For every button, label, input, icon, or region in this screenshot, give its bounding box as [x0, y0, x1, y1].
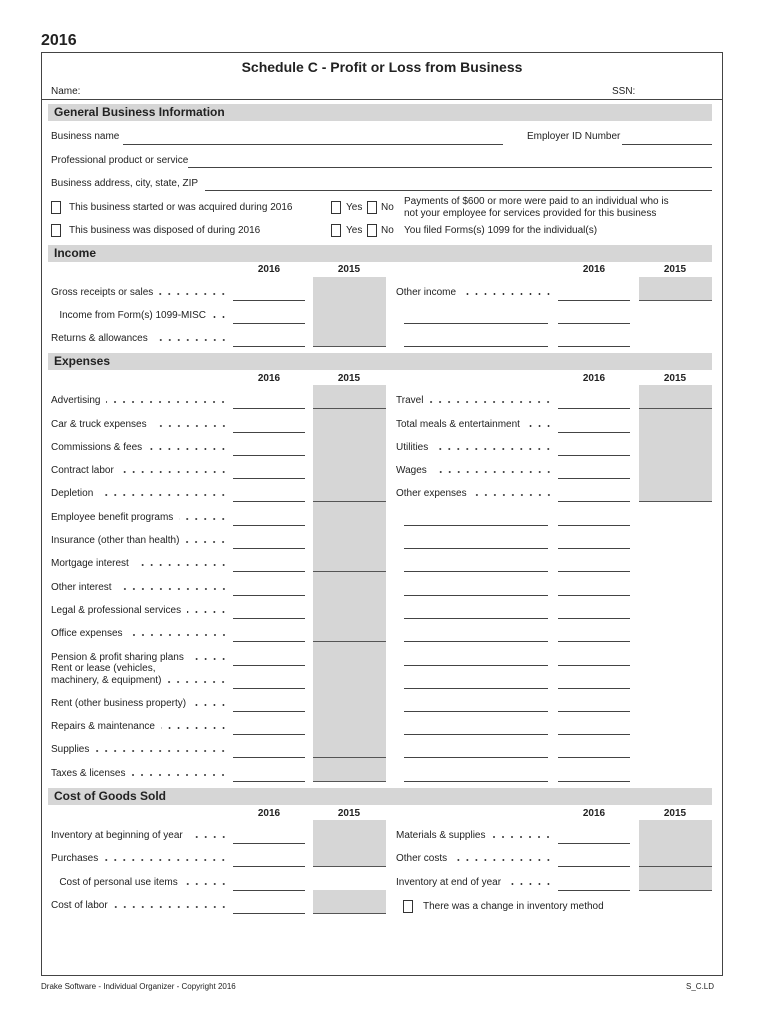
amount-2016-field[interactable]: [233, 432, 305, 433]
section-cogs: Cost of Goods Sold: [48, 788, 712, 805]
amount-2016-field[interactable]: [233, 890, 305, 891]
description-field[interactable]: [404, 346, 548, 347]
amount-2016-field[interactable]: [558, 478, 630, 479]
dot-leader: [192, 703, 228, 707]
row-label: [51, 558, 228, 570]
filed-1099-text: You filed Forms(s) 1099 for the individual(s): [404, 225, 598, 236]
description-field[interactable]: [404, 618, 548, 619]
column-header-2016: 2016: [257, 808, 281, 819]
row-label: [51, 395, 228, 407]
no-label: No: [381, 202, 394, 213]
amount-2016-field[interactable]: [558, 843, 630, 844]
row-label: [396, 465, 553, 477]
dot-leader: [473, 493, 553, 497]
row-label-text: Advertising: [51, 395, 101, 406]
dot-leader: [104, 858, 228, 862]
row-label: [51, 442, 228, 454]
business-name-field[interactable]: [123, 144, 503, 145]
amount-2015-field[interactable]: [313, 642, 386, 666]
dot-leader: [154, 338, 228, 342]
dot-leader: [179, 517, 228, 521]
row-label: [396, 877, 553, 889]
column-header-2015: 2015: [663, 373, 687, 384]
amount-2016-field[interactable]: [558, 734, 630, 735]
amount-2016-field[interactable]: [233, 408, 305, 409]
amount-2015-field[interactable]: [313, 618, 386, 642]
row-label-text: Insurance (other than health): [51, 535, 180, 546]
amount-2016-field[interactable]: [233, 641, 305, 642]
disposed-checkbox[interactable]: [51, 224, 61, 237]
amount-2016-field[interactable]: [233, 757, 305, 758]
amount-2015-field[interactable]: [639, 385, 712, 409]
dot-leader: [433, 470, 553, 474]
row-label-text: Utilities: [396, 442, 429, 453]
employer-id-label: Employer ID Number: [527, 131, 621, 142]
amount-2015-field[interactable]: [313, 432, 386, 456]
amount-2015-field[interactable]: [639, 867, 712, 891]
dot-leader: [148, 447, 228, 451]
row-label: [51, 465, 228, 477]
payments-yes-checkbox[interactable]: [331, 201, 341, 214]
row-label: [51, 628, 228, 640]
amount-2015-field[interactable]: [313, 300, 386, 324]
column-header-2016: 2016: [582, 373, 606, 384]
row-label-text: Repairs & maintenance: [51, 721, 155, 732]
row-label-text: Employee benefit programs: [51, 512, 174, 523]
row-label: [51, 663, 228, 687]
amount-2015-field[interactable]: [313, 711, 386, 735]
amount-2016-field[interactable]: [233, 346, 305, 347]
column-header-2016: 2016: [257, 264, 281, 275]
row-label-text: Legal & professional services: [51, 605, 182, 616]
amount-2016-field[interactable]: [233, 618, 305, 619]
disposed-label: This business was disposed of during 2016: [69, 225, 261, 236]
row-label: [51, 853, 228, 865]
row-label: [396, 830, 553, 842]
amount-2016-field[interactable]: [558, 890, 630, 891]
business-name-label: Business name: [51, 131, 120, 142]
started-checkbox[interactable]: [51, 201, 61, 214]
dot-leader: [106, 400, 228, 404]
row-label: [51, 744, 228, 756]
row-label-text: Cost of labor: [51, 900, 108, 911]
amount-2016-field[interactable]: [233, 665, 305, 666]
dot-leader: [118, 587, 228, 591]
description-field[interactable]: [404, 734, 548, 735]
description-field[interactable]: [404, 781, 548, 782]
amount-2016-field[interactable]: [558, 665, 630, 666]
row-label: [51, 877, 228, 889]
amount-2015-field[interactable]: [313, 385, 386, 409]
row-label-text: Contract labor: [51, 465, 114, 476]
dot-leader: [187, 610, 228, 614]
row-label-text: Other expenses: [396, 488, 467, 499]
dot-leader: [434, 447, 553, 451]
amount-2016-field[interactable]: [233, 595, 305, 596]
description-field[interactable]: [404, 641, 548, 642]
row-label-text: Other costs: [396, 853, 448, 864]
row-label: [51, 333, 228, 345]
dot-leader: [491, 835, 553, 839]
description-field[interactable]: [404, 665, 548, 666]
amount-2016-field[interactable]: [558, 346, 630, 347]
amount-2016-field[interactable]: [558, 300, 630, 301]
amount-2016-field[interactable]: [558, 455, 630, 456]
dot-leader: [184, 882, 228, 886]
footer-form-code: S_C.LD: [686, 982, 715, 991]
row-label-text: Rent (other business property): [51, 698, 187, 709]
started-label: This business started or was acquired during 2016: [69, 202, 293, 213]
inventory-change-checkbox[interactable]: [403, 900, 413, 913]
row-label: [51, 698, 228, 710]
ssn-label: SSN:: [612, 86, 636, 97]
amount-2015-field[interactable]: [639, 843, 712, 867]
payments-text: Payments of $600 or more were paid to an individual who is: [404, 196, 669, 207]
amount-2016-field[interactable]: [558, 757, 630, 758]
row-label-text: Travel: [396, 395, 424, 406]
amount-2015-field[interactable]: [313, 277, 386, 301]
dot-leader: [167, 680, 228, 684]
row-label: [396, 287, 553, 299]
amount-2016-field[interactable]: [233, 913, 305, 914]
dot-leader: [429, 400, 553, 404]
dot-leader: [120, 470, 228, 474]
amount-2016-field[interactable]: [558, 571, 630, 572]
amount-2016-field[interactable]: [233, 781, 305, 782]
row-label-text: Purchases: [51, 853, 99, 864]
row-label: [51, 488, 228, 500]
row-label-text: Car & truck expenses: [51, 419, 147, 430]
row-label: [396, 395, 553, 407]
row-label-text: Materials & supplies: [396, 830, 486, 841]
amount-2015-field[interactable]: [313, 820, 386, 844]
address-label: Business address, city, state, ZIP: [51, 178, 199, 189]
dot-leader: [462, 292, 553, 296]
amount-2016-field[interactable]: [233, 501, 305, 502]
amount-2015-field[interactable]: [313, 572, 386, 596]
amount-2016-field[interactable]: [558, 618, 630, 619]
amount-2016-field[interactable]: [233, 323, 305, 324]
amount-2016-field[interactable]: [558, 595, 630, 596]
amount-2016-field[interactable]: [233, 843, 305, 844]
amount-2016-field[interactable]: [558, 548, 630, 549]
amount-2016-field[interactable]: [558, 501, 630, 502]
amount-2016-field[interactable]: [233, 525, 305, 526]
row-label-text: Wages: [396, 465, 427, 476]
row-label: [396, 442, 553, 454]
description-field[interactable]: [404, 323, 548, 324]
amount-2016-field[interactable]: [558, 866, 630, 867]
amount-2016-field[interactable]: [558, 781, 630, 782]
row-label-text: Pension & profit sharing plans: [51, 652, 184, 663]
form-year: 2016: [41, 32, 77, 49]
amount-2016-field[interactable]: [233, 548, 305, 549]
amount-2016-field[interactable]: [233, 571, 305, 572]
row-label-text: Total meals & entertainment: [396, 419, 520, 430]
dot-leader: [153, 424, 228, 428]
row-label: [51, 830, 228, 842]
row-label: [51, 287, 228, 299]
column-header-2015: 2015: [337, 373, 361, 384]
amount-2015-field[interactable]: [639, 478, 712, 502]
row-label-text: Commissions & fees: [51, 442, 143, 453]
amount-2016-field[interactable]: [558, 711, 630, 712]
row-label: [396, 853, 553, 865]
description-field[interactable]: [404, 757, 548, 758]
yes-label: Yes: [346, 225, 363, 236]
employer-id-field[interactable]: [622, 144, 712, 145]
column-header-2015: 2015: [337, 264, 361, 275]
row-label: [51, 605, 228, 617]
amount-2016-field[interactable]: [558, 432, 630, 433]
dot-leader: [95, 749, 228, 753]
amount-2016-field[interactable]: [233, 688, 305, 689]
amount-2015-field[interactable]: [313, 478, 386, 502]
amount-2015-field[interactable]: [639, 409, 712, 433]
row-label-text: Gross receipts or sales: [51, 287, 154, 298]
amount-2015-field[interactable]: [639, 820, 712, 844]
column-header-2015: 2015: [663, 808, 687, 819]
row-label-text: Office expenses: [51, 628, 123, 639]
amount-2015-field[interactable]: [639, 432, 712, 456]
amount-2016-field[interactable]: [558, 323, 630, 324]
row-label-text: Mortgage interest: [51, 558, 129, 569]
section-general: General Business Information: [48, 104, 712, 121]
amount-2016-field[interactable]: [233, 866, 305, 867]
product-field[interactable]: [188, 167, 712, 168]
dot-leader: [453, 858, 553, 862]
dot-leader: [212, 315, 228, 319]
description-field[interactable]: [404, 548, 548, 549]
row-label: [51, 419, 228, 431]
description-field[interactable]: [404, 525, 548, 526]
dot-leader: [99, 493, 228, 497]
amount-2015-field[interactable]: [313, 595, 386, 619]
row-label: [396, 419, 553, 431]
amount-2015-field[interactable]: [313, 665, 386, 689]
column-header-2016: 2016: [257, 373, 281, 384]
address-field[interactable]: [205, 190, 712, 191]
payments-text-2: not your employee for services provided for this business: [404, 208, 657, 219]
description-field[interactable]: [404, 688, 548, 689]
row-label-text: Income from Form(s) 1099-MISC: [51, 310, 207, 321]
inventory-change-label: There was a change in inventory method: [423, 901, 604, 912]
dot-leader: [190, 657, 228, 661]
amount-2015-field[interactable]: [313, 688, 386, 712]
row-label: [51, 582, 228, 594]
row-label-text: Taxes & licenses: [51, 768, 126, 779]
no-label: No: [381, 225, 394, 236]
amount-2016-field[interactable]: [233, 734, 305, 735]
amount-2016-field[interactable]: [558, 408, 630, 409]
dot-leader: [507, 882, 553, 886]
description-field[interactable]: [404, 711, 548, 712]
row-label: [51, 900, 228, 912]
amount-2015-field[interactable]: [313, 734, 386, 758]
amount-2015-field[interactable]: [313, 323, 386, 347]
yes-label: Yes: [346, 202, 363, 213]
section-income: Income: [48, 245, 712, 262]
footer-copyright: Drake Software - Individual Organizer - Copyright 2016: [41, 982, 236, 991]
column-header-2016: 2016: [582, 808, 606, 819]
amount-2016-field[interactable]: [558, 688, 630, 689]
row-label-text: Other income: [396, 287, 457, 298]
page-title: Schedule C - Profit or Loss from Business: [241, 59, 523, 75]
dot-leader: [159, 292, 228, 296]
amount-2015-field[interactable]: [313, 525, 386, 549]
amount-2015-field[interactable]: [639, 455, 712, 479]
row-label-text: Returns & allowances: [51, 333, 148, 344]
row-label-text: Other interest: [51, 582, 112, 593]
column-header-2015: 2015: [337, 808, 361, 819]
column-header-2016: 2016: [582, 264, 606, 275]
dot-leader: [129, 633, 228, 637]
filed-no-checkbox[interactable]: [367, 224, 377, 237]
dot-leader: [161, 726, 228, 730]
amount-2016-field[interactable]: [233, 711, 305, 712]
dot-leader: [526, 424, 553, 428]
amount-2016-field[interactable]: [558, 525, 630, 526]
row-label-text: Rent or lease (vehicles, machinery, & equipment): [51, 663, 162, 686]
amount-2015-field[interactable]: [313, 409, 386, 433]
row-label: [396, 488, 553, 500]
payments-no-checkbox[interactable]: [367, 201, 377, 214]
amount-2015-field[interactable]: [313, 843, 386, 867]
amount-2015-field[interactable]: [313, 548, 386, 572]
amount-2015-field[interactable]: [313, 890, 386, 914]
dot-leader: [185, 540, 228, 544]
row-label: [51, 535, 228, 547]
amount-2016-field[interactable]: [233, 478, 305, 479]
row-label: [51, 721, 228, 733]
dot-leader: [131, 773, 228, 777]
row-label-text: Cost of personal use items: [51, 877, 178, 888]
row-label: [51, 768, 228, 780]
divider: [41, 99, 723, 100]
name-label: Name:: [51, 86, 81, 97]
description-field[interactable]: [404, 571, 548, 572]
column-header-2015: 2015: [663, 264, 687, 275]
amount-2015-field[interactable]: [313, 502, 386, 526]
row-label-text: Supplies: [51, 744, 90, 755]
amount-2016-field[interactable]: [233, 455, 305, 456]
amount-2016-field[interactable]: [233, 300, 305, 301]
dot-leader: [114, 905, 228, 909]
amount-2016-field[interactable]: [558, 641, 630, 642]
amount-2015-field[interactable]: [313, 455, 386, 479]
row-label-text: Inventory at beginning of year: [51, 830, 183, 841]
product-label: Professional product or service: [51, 155, 189, 166]
row-label-text: Inventory at end of year: [396, 877, 502, 888]
filed-yes-checkbox[interactable]: [331, 224, 341, 237]
amount-2015-field[interactable]: [313, 758, 386, 782]
dot-leader: [189, 835, 228, 839]
amount-2015-field[interactable]: [639, 277, 712, 301]
description-field[interactable]: [404, 595, 548, 596]
section-expenses: Expenses: [48, 353, 712, 370]
row-label: [51, 512, 228, 524]
row-label-text: Depletion: [51, 488, 94, 499]
row-label: [51, 310, 228, 322]
dot-leader: [135, 563, 228, 567]
